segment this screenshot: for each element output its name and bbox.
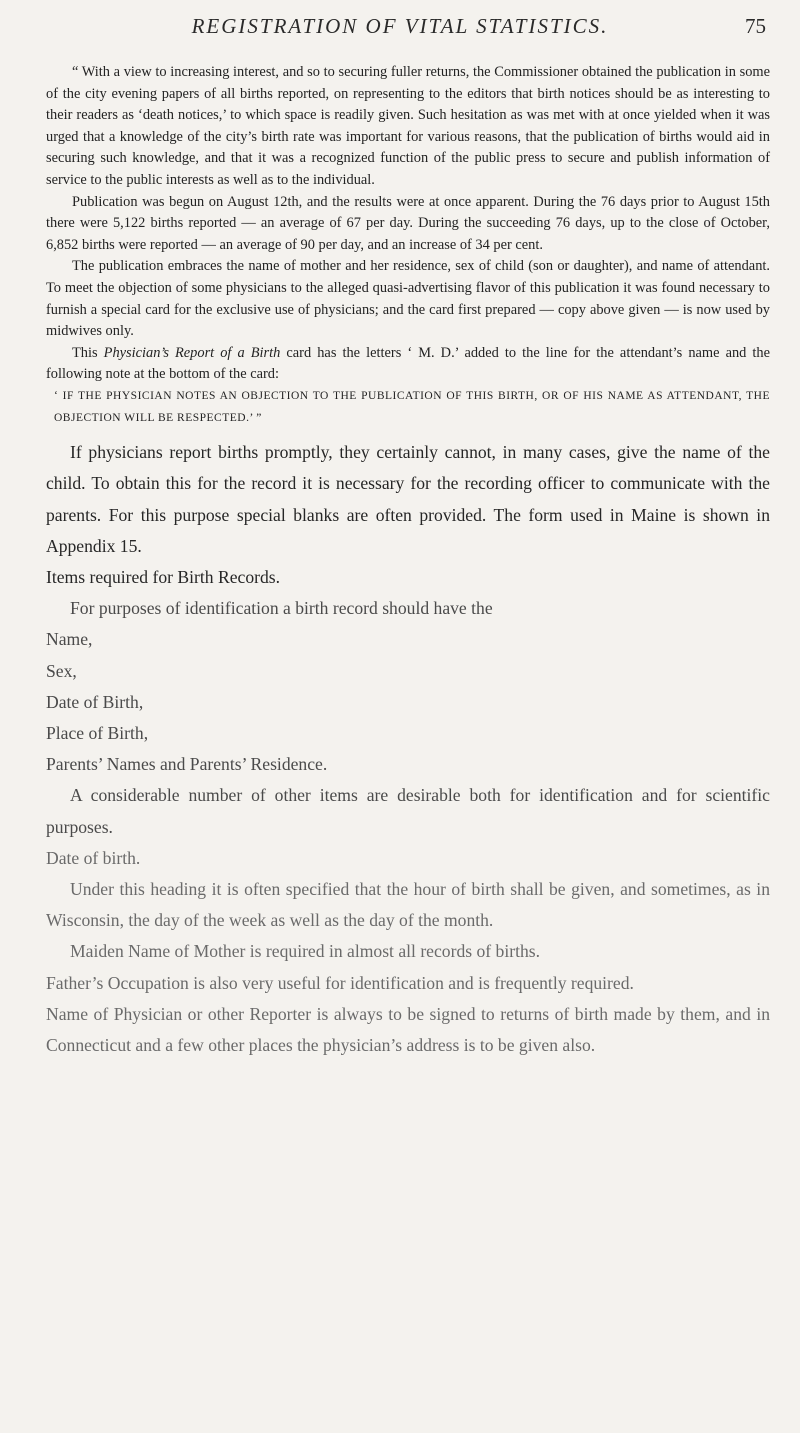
- quote-paragraph-4: [46, 343, 770, 386]
- required-item-place: Place of Birth,: [46, 722, 149, 743]
- father-occupation-text: Father’s Occupation is also very useful for identification and is frequently required.: [46, 972, 634, 993]
- date-of-birth-text: Under this heading it is often specified that the hour of birth shall be given, and sometimes, as in Wisconsin, the day of the week as well as the day of the month.: [46, 878, 770, 931]
- card-note: ‘ IF THE PHYSICIAN NOTES AN OBJECTION TO THE PUBLICATION OF THIS BIRTH, OR OF HIS NAME AS ATTENDANT, THE OBJECTION WILL BE RESPECTED.’ ”: [54, 389, 770, 424]
- body-paragraph-3: A considerable number of other items are desirable both for identification and for scientific purposes.: [46, 785, 770, 837]
- quote-paragraph-3: The publication embraces the name of mother and her residence, sex of child (son or daughter), and name of attendant. To meet the objection of some physicians to the alleged quasi-advertising flavor of this publication it was found necessary to furnish a special card for the exclusive use of physicians; and the card first prepared — copy above given — is now used by midwives only.: [46, 258, 770, 340]
- quote-p4-pre: This: [72, 344, 104, 361]
- body-paragraph-1: If physicians report births promptly, they certainly cannot, in many cases, give the name of the child. To obtain this for the record it is necessary for the recording officer to communicate with the parents. For this purpose special blanks are often provided. The form used in Maine is shown in Appendix 15.: [46, 442, 770, 556]
- quote-paragraph-2: Publication was begun on August 12th, and the results were at once apparent. During the 76 days prior to August 15th there were 5,122 births reported — an average of 67 per day. During the succeeding 76 days, up to the close of October, 6,852 births were reported — an average of 90 per day, and an increase of 34 per cent.: [46, 193, 770, 253]
- quote-paragraph-1: “ With a view to increasing interest, and so to securing fuller returns, the Commissioner obtained the publication in some of the city evening papers of all births reported, on representing to the editors that birth notices should be as interesting to their readers as ‘death notices,’ to which space is readily given. Such hesitation as was met with at once yielded when it was urged that a knowledge of the city’s birth rate was important for various reasons, that the publication of births would aid in securing such knowledge, and that it was a recognized function of the public press to secure and publish information of service to the public interests as well as to the individual.: [46, 64, 770, 188]
- required-item-date: Date of Birth,: [46, 691, 144, 712]
- section-heading: Items required for Birth Records.: [46, 566, 281, 587]
- physician-name-text: Name of Physician or other Reporter is always to be signed to returns of birth made by them, and in Connecticut and a few other places the physician’s address is to be given also.: [46, 1003, 770, 1055]
- required-item-parents: Parents’ Names and Parents’ Residence.: [46, 754, 328, 775]
- running-title: REGISTRATION OF VITAL STATISTICS.: [191, 14, 609, 38]
- subheading-date-of-birth: Date of birth.: [46, 847, 141, 868]
- card-title: Physician’s Report of a Birth: [103, 344, 281, 361]
- required-item-sex: Sex,: [46, 660, 77, 681]
- page-number: 75: [745, 14, 766, 38]
- quoted-passage: [46, 62, 770, 429]
- body-paragraph-2: For purposes of identification a birth record should have the: [70, 598, 493, 619]
- required-item-name: Name,: [46, 629, 93, 650]
- quote-p4-post: card has the letters ‘ M. D.’ added to the line for the attendant’s name and the following note at the bottom of the card:: [46, 344, 770, 383]
- maiden-name-text: Maiden Name of Mother is required in almost all records of births.: [70, 941, 541, 962]
- main-text: [46, 437, 770, 1061]
